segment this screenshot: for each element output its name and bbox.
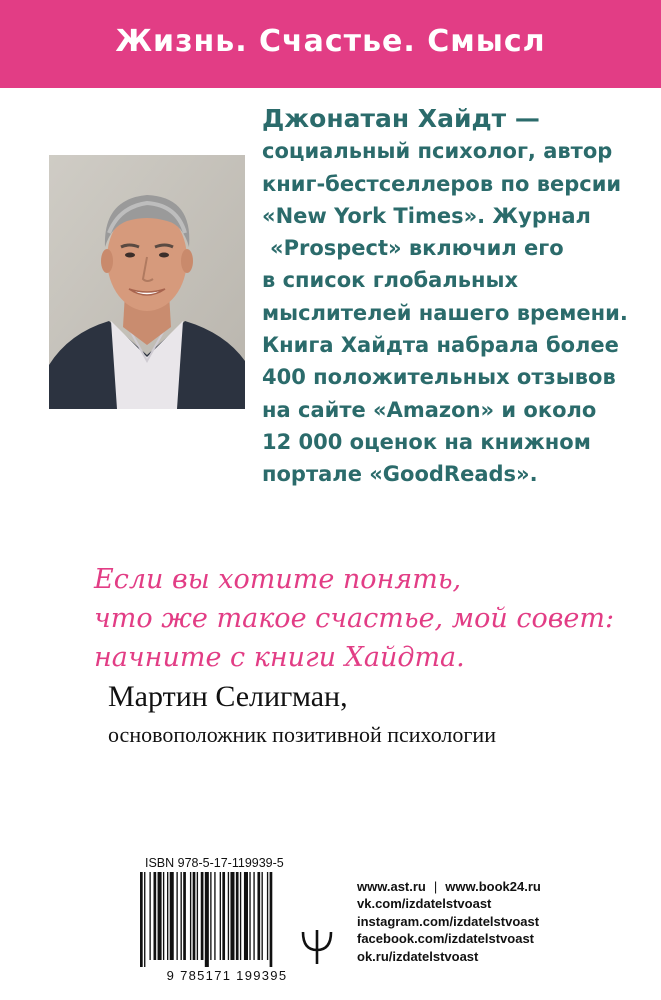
bio-line: мыслителей нашего времени.: [262, 300, 628, 325]
link-vk[interactable]: vk.com/izdatelstvoast: [357, 896, 492, 912]
quote-line: что же такое счастье, мой совет:: [94, 603, 615, 634]
link-ok[interactable]: ok.ru/izdatelstvoast: [357, 948, 479, 964]
link-facebook[interactable]: facebook.com/izdatelstvoast: [357, 931, 534, 947]
psi-icon: [297, 926, 337, 966]
author-bio: [262, 103, 642, 491]
bio-line: 400 положительных отзывов: [262, 365, 616, 390]
series-title: Жизнь. Счастье. Смысл: [115, 24, 546, 59]
bio-line: Книга Хайдта набрала более: [262, 333, 619, 358]
publisher-links: [357, 878, 541, 965]
link-book24[interactable]: www.book24.ru: [445, 879, 541, 894]
bio-line: 12 000 оценок на книжном: [262, 429, 591, 454]
bio-line: Джонатан Хайдт —: [262, 104, 540, 133]
bio-line: социальный психолог, автор: [262, 139, 613, 164]
bio-line: на сайте «Amazon» и около: [262, 397, 597, 422]
bio-line: «New York Times». Журнал: [262, 203, 591, 228]
quote-author-role: основоположник позитивной психологии: [108, 722, 496, 747]
quote-author: Мартин Селигман,: [108, 680, 348, 713]
author-photo: [49, 155, 245, 409]
bio-line: книг-бестселлеров по версии: [262, 171, 622, 196]
link-separator: |: [433, 879, 438, 894]
quote-text: [94, 560, 654, 677]
author-portrait-image: [49, 155, 245, 409]
bio-line: портале «GoodReads».: [262, 462, 538, 487]
quote-line: Если вы хотите понять,: [94, 564, 462, 595]
header-banner: [0, 0, 661, 88]
bio-line: «Prospect» включил его: [270, 236, 564, 261]
barcode-digits: 9 785171 199395: [166, 968, 288, 983]
link-ast[interactable]: www.ast.ru: [357, 879, 426, 894]
isbn-text: ISBN 978-5-17-119939-5: [145, 856, 284, 870]
quote-line: начните с книги Хайдта.: [94, 642, 465, 673]
link-instagram[interactable]: instagram.com/izdatelstvoast: [357, 913, 540, 929]
bio-line: в список глобальных: [262, 268, 519, 293]
barcode: [138, 872, 316, 967]
